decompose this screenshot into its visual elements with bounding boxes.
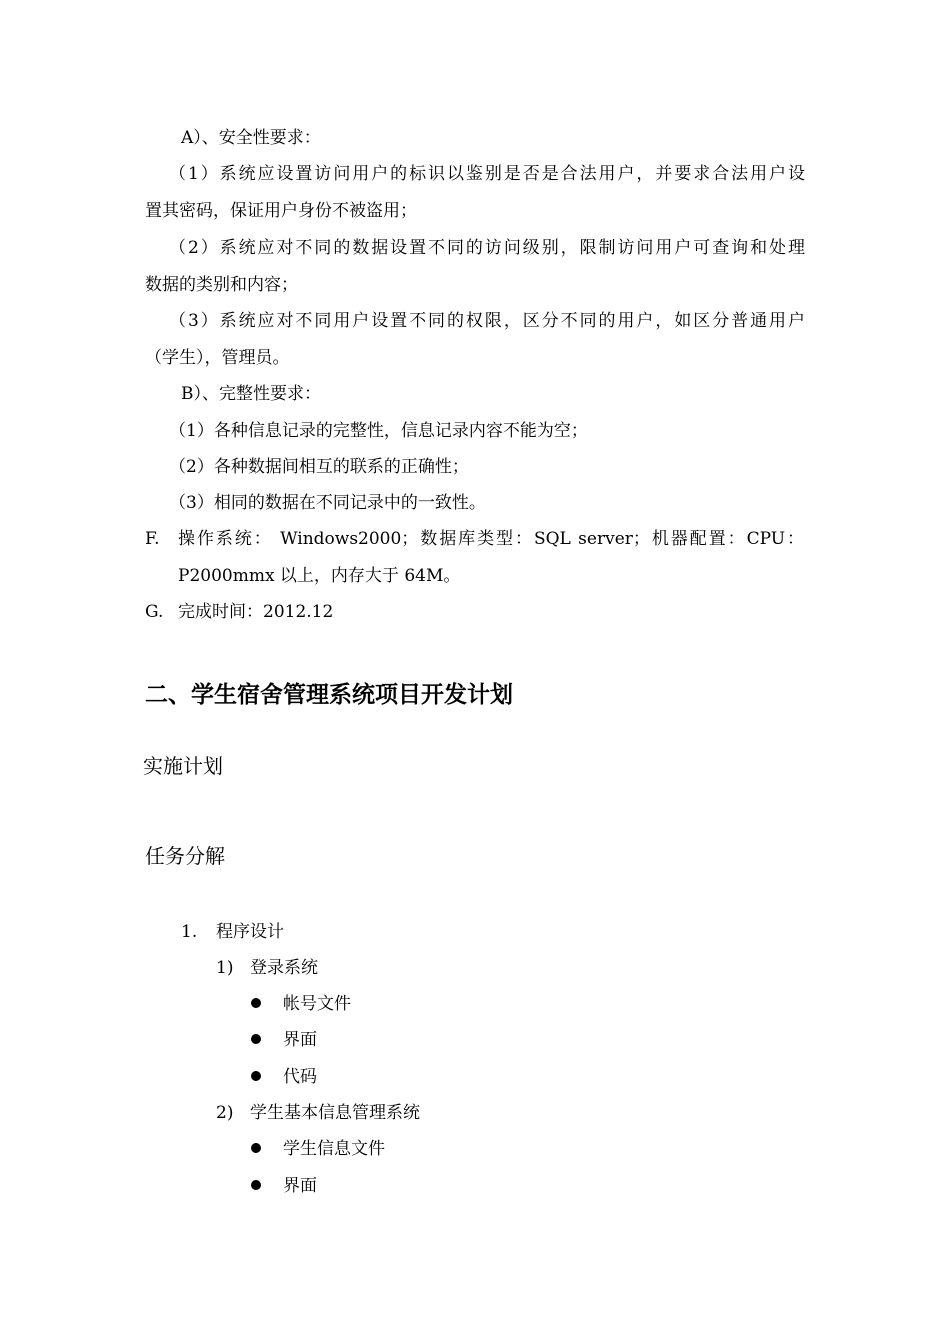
item-f-line-1: 操作系统： Windows2000；数据库类型：SQL server；机器配置：CPU： xyxy=(178,529,804,549)
student-info-bullet-2: 界面 xyxy=(283,1176,317,1196)
integrity-item-2: （2）各种数据间相互的联系的正确性； xyxy=(169,457,469,477)
task-1-2-label: 学生基本信息管理系统 xyxy=(250,1103,420,1123)
integrity-heading: B）、完整性要求： xyxy=(181,384,321,404)
security-item-3-line-2: （学生），管理员。 xyxy=(145,348,290,368)
security-item-2-line-1: （2）系统应对不同的数据设置不同的访问级别，限制访问用户可查询和处理 xyxy=(169,238,805,258)
security-item-1-line-2: 置其密码，保证用户身份不被盗用； xyxy=(145,201,417,221)
task-1-1-marker: 1) xyxy=(216,958,234,978)
subheading-tasks: 任务分解 xyxy=(145,844,225,868)
bullet-icon xyxy=(251,998,261,1008)
security-item-3-line-1: （3）系统应对不同用户设置不同的权限，区分不同的用户，如区分普通用户 xyxy=(169,311,805,331)
integrity-item-1: （1）各种信息记录的完整性，信息记录内容不能为空； xyxy=(169,421,588,441)
security-heading: A）、安全性要求： xyxy=(181,128,321,148)
item-g-text: 完成时间：2012.12 xyxy=(178,602,334,622)
login-bullet-2: 界面 xyxy=(283,1030,317,1050)
task-1-2-marker: 2) xyxy=(216,1103,234,1123)
item-f-marker: F. xyxy=(145,529,160,549)
bullet-icon xyxy=(251,1143,261,1153)
task-1-marker: 1. xyxy=(181,922,198,942)
bullet-icon xyxy=(251,1180,261,1190)
bullet-icon xyxy=(251,1071,261,1081)
integrity-item-3: （3）相同的数据在不同记录中的一致性。 xyxy=(169,493,486,513)
item-f-line-2: P2000mmx 以上，内存大于 64M。 xyxy=(178,566,461,586)
bullet-icon xyxy=(251,1034,261,1044)
login-bullet-3: 代码 xyxy=(283,1067,317,1087)
student-info-bullet-1: 学生信息文件 xyxy=(283,1139,385,1159)
task-1-1-label: 登录系统 xyxy=(250,958,318,978)
security-item-2-line-2: 数据的类别和内容； xyxy=(145,275,298,295)
login-bullet-1: 帐号文件 xyxy=(283,994,351,1014)
security-item-1-line-1: （1）系统应设置访问用户的标识以鉴别是否是合法用户，并要求合法用户设 xyxy=(169,164,805,184)
task-1-label: 程序设计 xyxy=(216,922,284,942)
item-g-marker: G. xyxy=(145,602,164,622)
section-title: 二、学生宿舍管理系统项目开发计划 xyxy=(145,682,513,708)
subheading-plan: 实施计划 xyxy=(143,754,223,778)
